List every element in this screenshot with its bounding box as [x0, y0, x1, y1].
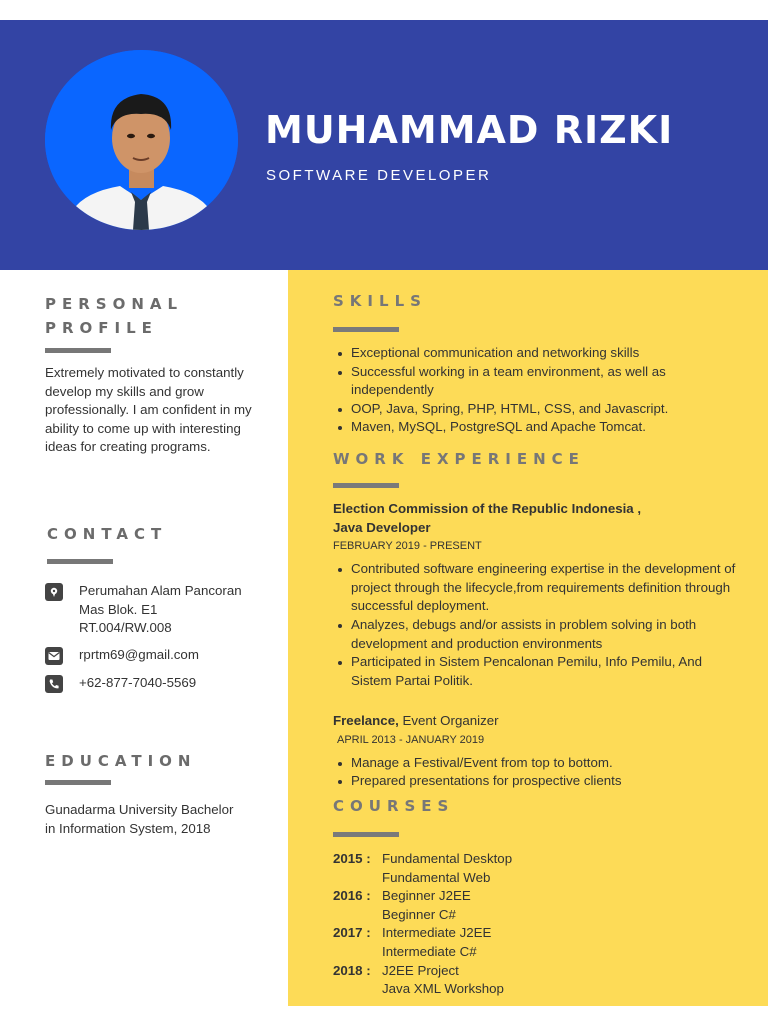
- course-name: Intermediate C#: [382, 943, 477, 959]
- job-bullets: [333, 560, 743, 690]
- course-year: 2018 :: [333, 962, 371, 978]
- profile-photo: [45, 50, 238, 230]
- course-name: Intermediate J2EE: [382, 925, 492, 941]
- course-name: Beginner J2EE: [382, 888, 471, 904]
- course-name: Fundamental Web: [382, 869, 491, 885]
- skills-list: [333, 344, 733, 437]
- course-name: Java XML Workshop: [382, 981, 504, 997]
- email-text[interactable]: rprtm69@gmail.com: [79, 647, 199, 662]
- address-text: Perumahan Alam Pancoran Mas Blok. E1 RT.004/RW.008: [79, 583, 242, 636]
- person-name: MUHAMMAD RIZKI: [265, 108, 674, 152]
- course-entry: [333, 850, 733, 887]
- section-divider: [333, 832, 399, 837]
- course-entry: [333, 924, 733, 961]
- list-item: OOP, Java, Spring, PHP, HTML, CSS, and Javascript.: [333, 400, 733, 419]
- section-divider: [45, 780, 111, 785]
- education-text: Gunadarma University Bachelor in Information System, 2018: [45, 802, 234, 836]
- list-item: Exceptional communication and networking skills: [333, 344, 733, 363]
- list-item: Analyzes, debugs and/or assists in problem solving in both development and production environments: [333, 616, 743, 653]
- job-entry: [333, 712, 743, 791]
- job-position: Java Developer: [333, 519, 431, 535]
- contact-address: [45, 582, 249, 638]
- section-divider: [47, 559, 113, 564]
- section-divider: [45, 348, 111, 353]
- list-item: Successful working in a team environment, as well as independently: [333, 363, 733, 400]
- right-column: [288, 270, 768, 1006]
- list-item: Contributed software engineering expertise in the development of project through the lifecycle,from requirements definition through successful deployment.: [333, 560, 743, 616]
- job-heading: Freelance, Event Organizer: [333, 713, 499, 728]
- job-entry: [333, 500, 743, 690]
- list-item: Participated in Sistem Pencalonan Pemilu, Info Pemilu, And Sistem Partai Politik.: [333, 653, 743, 690]
- job-company: Election Commission of the Republic Indonesia ,: [333, 501, 642, 516]
- courses-heading: COURSES: [333, 797, 455, 815]
- course-name: Fundamental Desktop: [382, 851, 513, 866]
- contact-phone: [45, 674, 249, 693]
- course-name: Beginner C#: [382, 906, 456, 922]
- section-divider: [333, 483, 399, 488]
- personal-profile-text: Extremely motivated to constantly develop my skills and grow professionally. I am confident in my ability to come up with interesting ideas for creating programs.: [45, 365, 252, 455]
- education-heading: EDUCATION: [45, 752, 197, 770]
- course-entry: [333, 887, 733, 924]
- person-portrait-icon: [45, 50, 238, 230]
- list-item: Manage a Festival/Event from top to bottom.: [333, 754, 743, 773]
- course-entry: [333, 962, 733, 999]
- phone-text[interactable]: +62-877-7040-5569: [79, 675, 197, 690]
- course-year: 2017 :: [333, 925, 371, 941]
- work-experience-heading: WORK EXPERIENCE: [333, 450, 585, 468]
- contact-heading: CONTACT: [47, 525, 168, 543]
- course-year: 2015 :: [333, 851, 371, 866]
- personal-profile-heading: PERSONAL PROFILE: [45, 295, 184, 337]
- phone-icon: [45, 675, 63, 693]
- skills-heading: SKILLS: [333, 292, 427, 310]
- job-bullets: [333, 754, 743, 791]
- list-item: Prepared presentations for prospective clients: [333, 772, 743, 791]
- mail-icon: [45, 647, 63, 665]
- left-column: [0, 270, 288, 1024]
- section-divider: [333, 327, 399, 332]
- header-banner: [0, 20, 768, 270]
- courses-list: [333, 850, 733, 999]
- location-pin-icon: [45, 583, 63, 601]
- list-item: Maven, MySQL, PostgreSQL and Apache Tomcat.: [333, 418, 733, 437]
- job-title: SOFTWARE DEVELOPER: [266, 167, 492, 184]
- course-year: 2016 :: [333, 888, 371, 904]
- contact-email: [45, 646, 249, 665]
- course-name: J2EE Project: [382, 962, 459, 978]
- job-dates: FEBRUARY 2019 - PRESENT: [333, 540, 482, 553]
- job-dates: APRIL 2013 - JANUARY 2019: [337, 733, 485, 746]
